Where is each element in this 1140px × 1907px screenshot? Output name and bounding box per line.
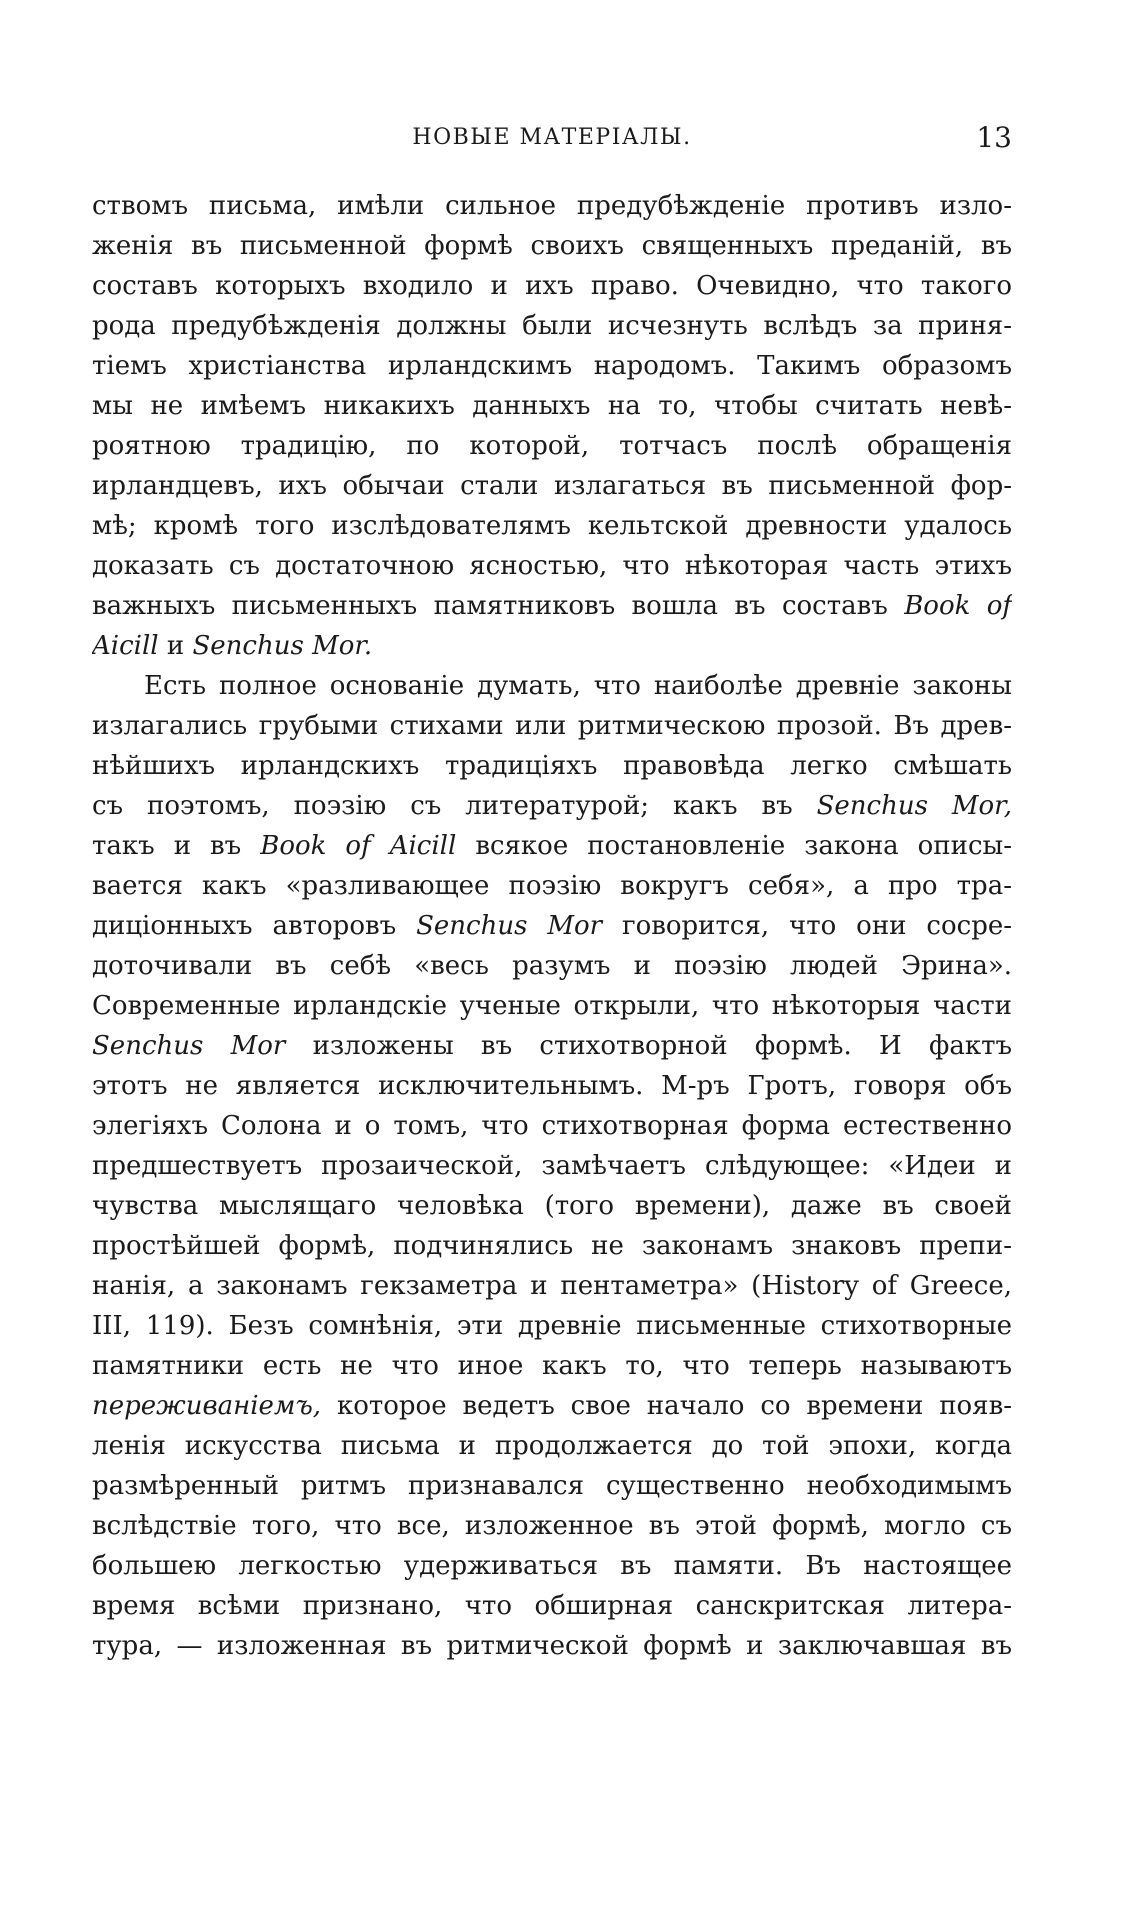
text-line: тура, — изложенная въ ритмической формѣ и заключавшая въ	[92, 1631, 1012, 1661]
text-segment: такъ и въ	[92, 831, 242, 861]
text-line: Есть полное основаніе думать, что наиболѣе древніе законы	[144, 671, 1012, 701]
text-line: памятники есть не что иное какъ то, что теперь называютъ	[92, 1351, 1012, 1381]
text-segment: важныхъ письменныхъ памятниковъ вошла въ составъ	[92, 591, 888, 621]
running-title: НОВЫЕ МАТЕРІАЛЫ.	[412, 125, 692, 150]
text-line	[92, 786, 1012, 826]
body-text	[92, 186, 1012, 1666]
paragraph-2	[92, 666, 1012, 1666]
text-segment: всякое постановленіе закона описы-	[475, 831, 1012, 861]
text-line: нанія, а законамъ гекзаметра и пентаметра» (History of Greece,	[92, 1271, 1012, 1301]
text-segment: изложены въ стихотворной формѣ. И фактъ	[312, 1031, 1012, 1061]
text-line	[92, 1026, 1012, 1066]
text-segment: диціонныхъ авторовъ	[92, 911, 397, 941]
paragraph-1	[92, 186, 1012, 666]
title-aicill: Aicill	[92, 631, 159, 661]
text-line: составъ которыхъ входило и ихъ право. Очевидно, что такого	[92, 271, 1012, 301]
text-segment: которое ведетъ свое начало со времени появ-	[336, 1391, 1012, 1421]
text-line: вслѣдствіе того, что все, изложенное въ этой формѣ, могло съ	[92, 1511, 1012, 1541]
title-senchus-mor: Senchus Mor,	[816, 791, 1012, 821]
page-number: 13	[976, 121, 1012, 154]
text-line: размѣренный ритмъ признавался существенно необходимымъ	[92, 1471, 1012, 1501]
title-book-of-aicill: Book of	[904, 591, 1012, 621]
text-line: простѣйшей формѣ, подчинялись не законамъ знаковъ препи-	[92, 1231, 1012, 1261]
text-line: тіемъ христіанства ирландскимъ народомъ. Такимъ образомъ	[92, 351, 1012, 381]
text-line: мѣ; кромѣ того изслѣдователямъ кельтской древности удалось	[92, 511, 1012, 541]
text-line: нѣйшихъ ирландскихъ традиціяхъ правовѣда легко смѣшать	[92, 751, 1012, 781]
text-line	[92, 586, 1012, 626]
text-line	[92, 906, 1012, 946]
text-line	[92, 1386, 1012, 1426]
text-line	[92, 626, 1012, 666]
text-line	[92, 826, 1012, 866]
text-line: роятною традицію, по которой, тотчасъ послѣ обращенія	[92, 431, 1012, 461]
text-line: чувства мыслящаго человѣка (того времени), даже въ своей	[92, 1191, 1012, 1221]
text-line: предшествуетъ прозаической, замѣчаетъ слѣдующее: «Идеи и	[92, 1151, 1012, 1181]
text-line: излагались грубыми стихами или ритмическою прозой. Въ древ-	[92, 711, 1012, 741]
text-line: время всѣми признано, что обширная санскритская литера-	[92, 1591, 1012, 1621]
text-line: большею легкостью удерживаться въ памяти. Въ настоящее	[92, 1551, 1012, 1581]
text-line: доказать съ достаточною ясностью, что нѣкоторая часть этихъ	[92, 551, 1012, 581]
text-line: рода предубѣжденія должны были исчезнуть вслѣдъ за приня-	[92, 311, 1012, 341]
title-senchus-mor: Senchus Mor.	[192, 631, 373, 661]
title-senchus-mor: Senchus Mor	[416, 911, 603, 941]
text-line: женія въ письменной формѣ своихъ священныхъ преданій, въ	[92, 231, 1012, 261]
text-line: вается какъ «разливающее поэзію вокругъ себя», а про тра-	[92, 871, 1012, 901]
text-line: ствомъ письма, имѣли сильное предубѣжденіе противъ изло-	[92, 191, 1012, 221]
term-perezhivanie: переживаніемъ,	[92, 1391, 322, 1421]
text-line: Современные ирландскіе ученые открыли, что нѣкоторыя части	[92, 991, 1012, 1021]
text-line: ленія искусства письма и продолжается до той эпохи, когда	[92, 1431, 1012, 1461]
text-line: этотъ не является исключительнымъ. М-ръ Гротъ, говоря объ	[92, 1071, 1012, 1101]
text-line: элегіяхъ Солона и о томъ, что стихотворная форма естественно	[92, 1111, 1012, 1141]
text-segment: говорится, что они сосре-	[621, 911, 1012, 941]
text-line: мы не имѣемъ никакихъ данныхъ на то, чтобы считать невѣ-	[92, 391, 1012, 421]
text-segment: съ поэтомъ, поэзію съ литературой; какъ въ	[92, 791, 793, 821]
title-senchus-mor: Senchus Mor	[92, 1031, 286, 1061]
title-book-of-aicill: Book of Aicill	[260, 831, 457, 861]
running-head	[92, 118, 1012, 158]
text-line: доточивали въ себѣ «весь разумъ и поэзію людей Эрина».	[92, 951, 1012, 981]
text-line: ирландцевъ, ихъ обычаи стали излагаться въ письменной фор-	[92, 471, 1012, 501]
text-line: III, 119). Безъ сомнѣнія, эти древніе письменные стихотворные	[92, 1311, 1012, 1341]
text-segment: и	[166, 631, 185, 661]
